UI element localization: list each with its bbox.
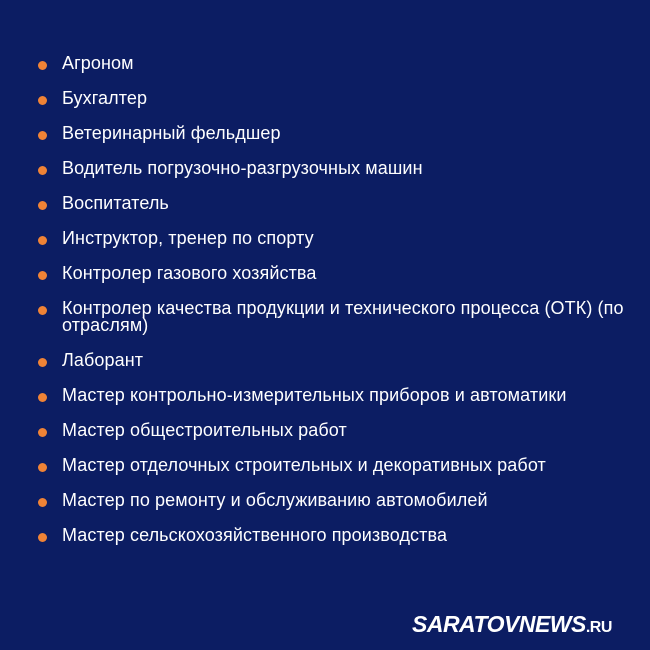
list-item-text: Инструктор, тренер по спорту <box>62 228 314 248</box>
list-item-text: Ветеринарный фельдшер <box>62 123 281 143</box>
list-item-text: Контролер качества продукции и технического процесса (ОТК) (по отраслям) <box>62 298 624 335</box>
bullet-dot-icon <box>38 61 47 70</box>
bullet-dot-icon <box>38 498 47 507</box>
bullet-dot-icon <box>38 393 47 402</box>
list-item-text: Лаборант <box>62 350 144 370</box>
list-item-text: Мастер по ремонту и обслуживанию автомобилей <box>62 490 488 510</box>
bullet-dot-icon <box>38 201 47 210</box>
list-item <box>38 265 638 282</box>
saratovnews-logo <box>412 611 612 637</box>
list-item <box>38 160 638 177</box>
list-item <box>38 230 638 247</box>
list-item <box>38 125 638 142</box>
list-item-text: Водитель погрузочно-разгрузочных машин <box>62 158 423 178</box>
bullet-dot-icon <box>38 96 47 105</box>
bullet-dot-icon <box>38 306 47 315</box>
list-item-text: Мастер общестроительных работ <box>62 420 347 440</box>
list-item <box>38 90 638 107</box>
list-item <box>38 300 638 334</box>
bullet-dot-icon <box>38 358 47 367</box>
list-item-text: Воспитатель <box>62 193 169 213</box>
logo-main-text: SARATOVNEWS <box>412 611 586 637</box>
bullet-dot-icon <box>38 271 47 280</box>
list-item-text: Мастер контрольно-измерительных приборов и автоматики <box>62 385 567 405</box>
list-item <box>38 527 638 544</box>
bullet-dot-icon <box>38 131 47 140</box>
profession-list <box>38 55 638 562</box>
list-item <box>38 387 638 404</box>
list-item <box>38 352 638 369</box>
list-item <box>38 422 638 439</box>
bullet-dot-icon <box>38 463 47 472</box>
bullet-dot-icon <box>38 166 47 175</box>
bullet-dot-icon <box>38 236 47 245</box>
list-item-text: Мастер сельскохозяйственного производства <box>62 525 448 545</box>
list-item <box>38 195 638 212</box>
logo-suffix-text: .RU <box>585 619 612 636</box>
list-item <box>38 55 638 72</box>
bullet-dot-icon <box>38 428 47 437</box>
list-item-text: Мастер отделочных строительных и декоративных работ <box>62 455 546 475</box>
list-item <box>38 492 638 509</box>
list-item-text: Бухгалтер <box>62 88 148 108</box>
list-item-text: Контролер газового хозяйства <box>62 263 317 283</box>
bullet-dot-icon <box>38 533 47 542</box>
list-item-text: Агроном <box>62 53 134 73</box>
list-item <box>38 457 638 474</box>
